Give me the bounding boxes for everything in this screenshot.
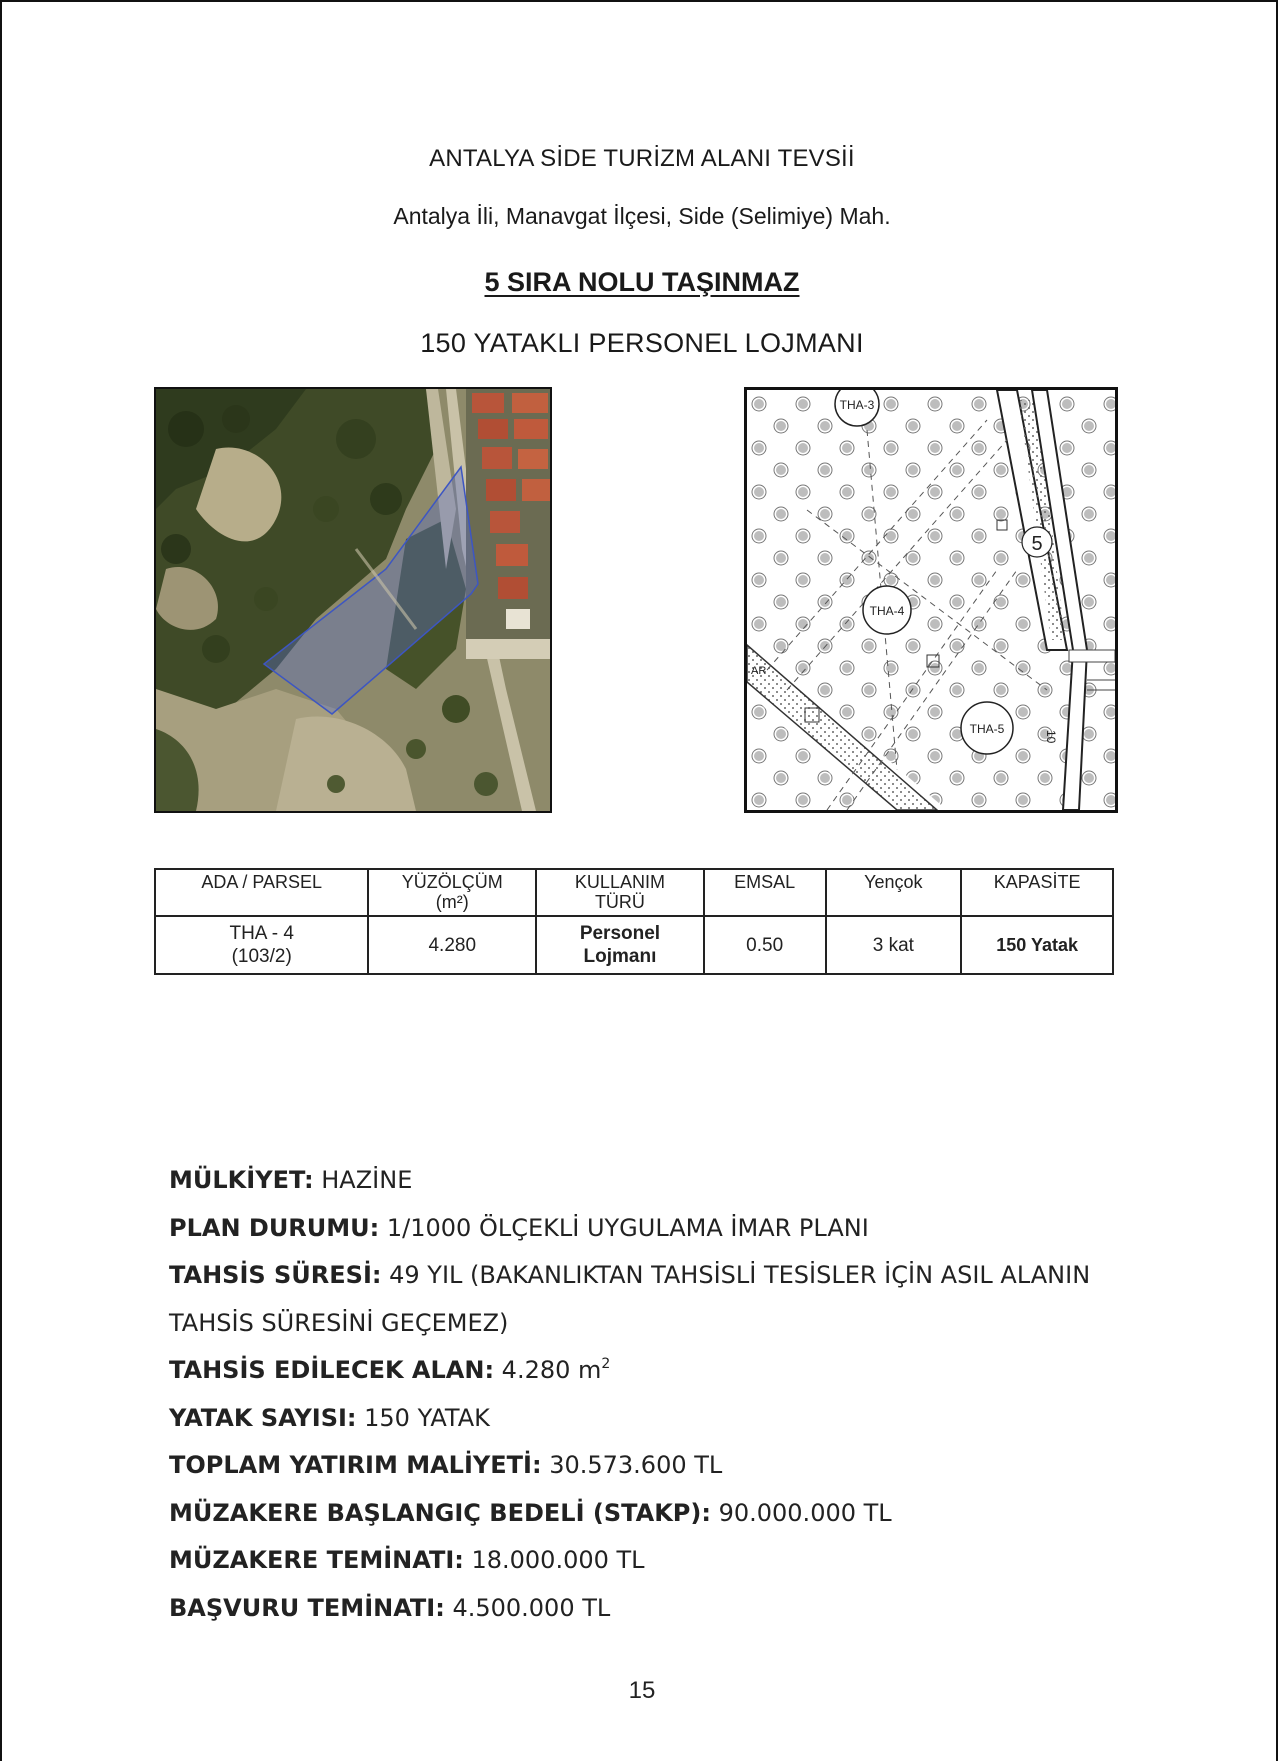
col-kullanim-turu: KULLANIM TÜRÜ xyxy=(536,869,704,916)
property-facts xyxy=(169,1157,1169,1632)
fact-muzakere-teminati: MÜZAKERE TEMİNATI: 18.000.000 TL xyxy=(169,1546,645,1574)
label-tha-5: THA-5 xyxy=(969,722,1005,736)
aerial-photo-drawing xyxy=(156,389,550,811)
fact-yatak-sayisi: YATAK SAYISI: 150 YATAK xyxy=(169,1403,490,1432)
fact-yatirim-maliyeti: TOPLAM YATIRIM MALİYETİ: 30.573.600 TL xyxy=(169,1451,723,1479)
label-10: 10 xyxy=(1044,730,1058,744)
cell-yencok: 3 kat xyxy=(826,916,962,974)
fact-tahsis-suresi-cont: TAHSİS SÜRESİNİ GEÇEMEZ) xyxy=(169,1308,509,1337)
cell-ada-parsel: THA - 4 (103/2) xyxy=(155,916,368,974)
fact-baslangic-bedeli: MÜZAKERE BAŞLANGIÇ BEDELİ (STAKP): 90.000.000 TL xyxy=(169,1498,892,1527)
header-location: Antalya İli, Manavgat İlçesi, Side (Selimiye) Mah. xyxy=(393,203,891,229)
col-ada-parsel: ADA / PARSEL xyxy=(155,869,368,916)
col-emsal: EMSAL xyxy=(704,869,826,916)
col-kapasite: KAPASİTE xyxy=(961,869,1113,916)
parcel-table xyxy=(154,868,1114,975)
cell-kullanim-turu: Personel Lojmanı xyxy=(536,916,704,974)
table-row xyxy=(155,916,1113,974)
header-subtitle: 150 YATAKLI PERSONEL LOJMANI xyxy=(420,328,864,358)
label-tha-3: THA-3 xyxy=(839,398,875,412)
cell-emsal: 0.50 xyxy=(704,916,826,974)
fact-tahsis-alan: TAHSİS EDİLECEK ALAN: 4.280 $m^2$ xyxy=(169,1356,611,1384)
fact-basvuru-teminati: BAŞVURU TEMİNATI: 4.500.000 TL xyxy=(169,1593,611,1622)
header-project: ANTALYA SİDE TURİZM ALANI TEVSİİ xyxy=(429,145,855,172)
zoning-plan-drawing xyxy=(747,390,1115,810)
aerial-photo xyxy=(154,387,552,813)
label-tha-4: THA-4 xyxy=(869,604,905,618)
fact-mulkiyet: MÜLKİYET: HAZİNE xyxy=(169,1166,413,1194)
col-yencok: Yençok xyxy=(826,869,962,916)
fact-tahsis-suresi: TAHSİS SÜRESİ: 49 YIL (BAKANLIKTAN TAHSİSLİ TESİSLER İÇİN ASIL ALANIN xyxy=(169,1261,1091,1289)
cell-kapasite: 150 Yatak xyxy=(961,916,1113,974)
label-5: 5 xyxy=(1031,533,1043,555)
cell-yuzolcum: 4.280 xyxy=(368,916,536,974)
header-title: 5 SIRA NOLU TAŞINMAZ xyxy=(484,267,800,297)
col-yuzolcum: YÜZÖLÇÜM (m²) xyxy=(368,869,536,916)
table-header-row xyxy=(155,869,1113,916)
label-ar: AR xyxy=(751,665,767,677)
fact-plan-durumu: PLAN DURUMU: 1/1000 ÖLÇEKLİ UYGULAMA İMAR PLANI xyxy=(169,1213,869,1242)
page-number: 15 xyxy=(628,1677,656,1704)
zoning-plan-map xyxy=(744,387,1118,813)
